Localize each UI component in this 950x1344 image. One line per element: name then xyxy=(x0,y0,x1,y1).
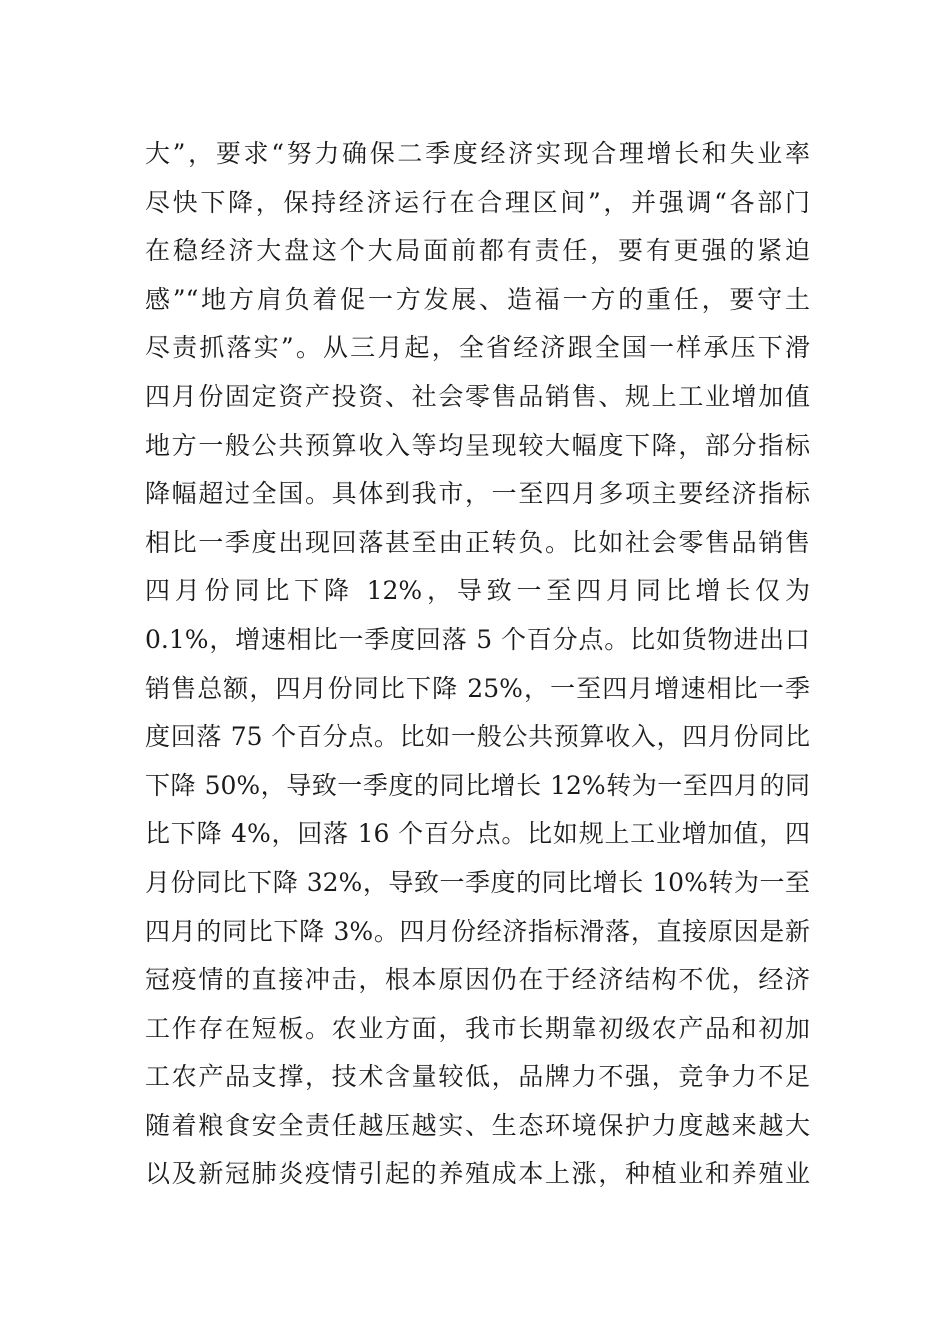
body-text xyxy=(145,130,810,1199)
text-line: 随着粮食安全责任越压越实、生态环境保护力度越来越大 xyxy=(145,1110,810,1140)
text-line: 下降 50%，导致一季度的同比增长 12%转为一至四月的同 xyxy=(145,770,810,800)
text-line: 感”“地方肩负着促一方发展、造福一方的重任，要守土 xyxy=(145,284,810,314)
text-line: 地方一般公共预算收入等均呈现较大幅度下降，部分指标 xyxy=(145,430,810,460)
text-line: 四月的同比下降 3%。四月份经济指标滑落，直接原因是新 xyxy=(145,916,810,946)
text-line: 尽责抓落实”。从三月起，全省经济跟全国一样承压下滑 xyxy=(145,333,810,363)
text-line: 冠疫情的直接冲击，根本原因仍在于经济结构不优，经济 xyxy=(145,965,810,995)
text-line: 0.1%，增速相比一季度回落 5 个百分点。比如货物进出口 xyxy=(145,624,810,654)
text-line: 工作存在短板。农业方面，我市长期靠初级农产品和初加 xyxy=(145,1013,810,1043)
text-line: 在稳经济大盘这个大局面前都有责任，要有更强的紧迫 xyxy=(145,236,810,266)
text-line: 大”，要求“努力确保二季度经济实现合理增长和失业率 xyxy=(145,139,810,168)
text-line: 降幅超过全国。具体到我市，一至四月多项主要经济指标 xyxy=(145,479,810,509)
text-line: 以及新冠肺炎疫情引起的养殖成本上涨，种植业和养殖业 xyxy=(145,1159,810,1189)
text-line: 相比一季度出现回落甚至由正转负。比如社会零售品销售 xyxy=(145,527,810,557)
text-line: 比下降 4%，回落 16 个百分点。比如规上工业增加值，四 xyxy=(145,819,810,849)
text-line: 四月份同比下降 12%，导致一至四月同比增长仅为 xyxy=(145,576,810,606)
text-line: 销售总额，四月份同比下降 25%，一至四月增速相比一季 xyxy=(145,673,810,703)
text-line: 工农产品支撑，技术含量较低，品牌力不强，竞争力不足 xyxy=(145,1062,810,1092)
text-line: 尽快下降，保持经济运行在合理区间”，并强调“各部门 xyxy=(145,187,810,217)
text-line: 月份同比下降 32%，导致一季度的同比增长 10%转为一至 xyxy=(145,867,810,897)
text-line: 四月份固定资产投资、社会零售品销售、规上工业增加值 xyxy=(145,381,810,411)
text-line: 度回落 75 个百分点。比如一般公共预算收入，四月份同比 xyxy=(145,722,810,752)
